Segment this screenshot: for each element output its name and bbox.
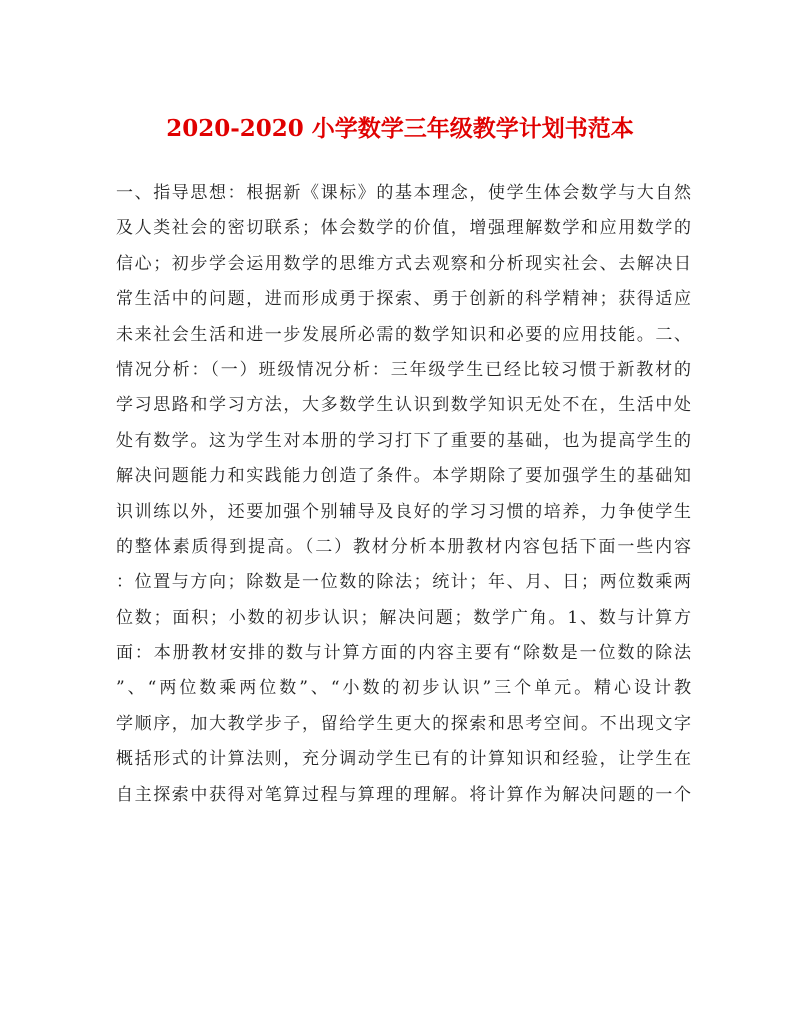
body-line: 一、指导思想：根据新《课标》的基本理念，使学生体会数学与大自然	[116, 183, 691, 203]
body-line: 情况分析：（一）班级情况分析：三年级学生已经比较习惯于新教材的	[116, 359, 691, 380]
body-line: ”、“两位数乘两位数”、“小数的初步认识”三个单元。精心设计教	[116, 678, 691, 699]
body-line: 及人类社会的密切联系；体会数学的价值，增强理解数学和应用数学的	[116, 218, 691, 239]
body-line: 的整体素质得到提高。（二）教材分析本册教材内容包括下面一些内容	[116, 536, 691, 557]
body-line: 自主探索中获得对笔算过程与算理的理解。将计算作为解决问题的一个	[116, 784, 691, 805]
body-line: 解决问题能力和实践能力创造了条件。本学期除了要加强学生的基础知	[116, 466, 691, 487]
body-line: 常生活中的问题，进而形成勇于探索、勇于创新的科学精神；获得适应	[116, 289, 691, 310]
body-line: 信心；初步学会运用数学的思维方式去观察和分析现实社会、去解决日	[116, 253, 691, 274]
body-line: 位数；面积；小数的初步认识；解决问题；数学广角。1、数与计算方	[116, 607, 691, 628]
body-line: 学习思路和学习方法，大多数学生认识到数学知识无处不在，生活中处	[116, 395, 691, 416]
body-line: 未来社会生活和进一步发展所必需的数学知识和必要的应用技能。二、	[116, 324, 691, 345]
document-body	[116, 176, 691, 813]
body-line: 面：本册教材安排的数与计算方面的内容主要有“除数是一位数的除法	[116, 643, 691, 664]
body-line: 识训练以外，还要加强个别辅导及良好的学习习惯的培养，力争使学生	[116, 501, 691, 522]
body-line: 学顺序，加大教学步子，留给学生更大的探索和思考空间。不出现文字	[116, 713, 691, 734]
document-title: 2020-2020 小学数学三年级教学计划书范本	[166, 115, 634, 142]
body-line: 概括形式的计算法则，充分调动学生已有的计算知识和经验，让学生在	[116, 749, 691, 770]
body-line: ：位置与方向；除数是一位数的除法；统计；年、月、日；两位数乘两	[116, 572, 691, 593]
body-line: 处有数学。这为学生对本册的学习打下了重要的基础，也为提高学生的	[116, 430, 691, 451]
